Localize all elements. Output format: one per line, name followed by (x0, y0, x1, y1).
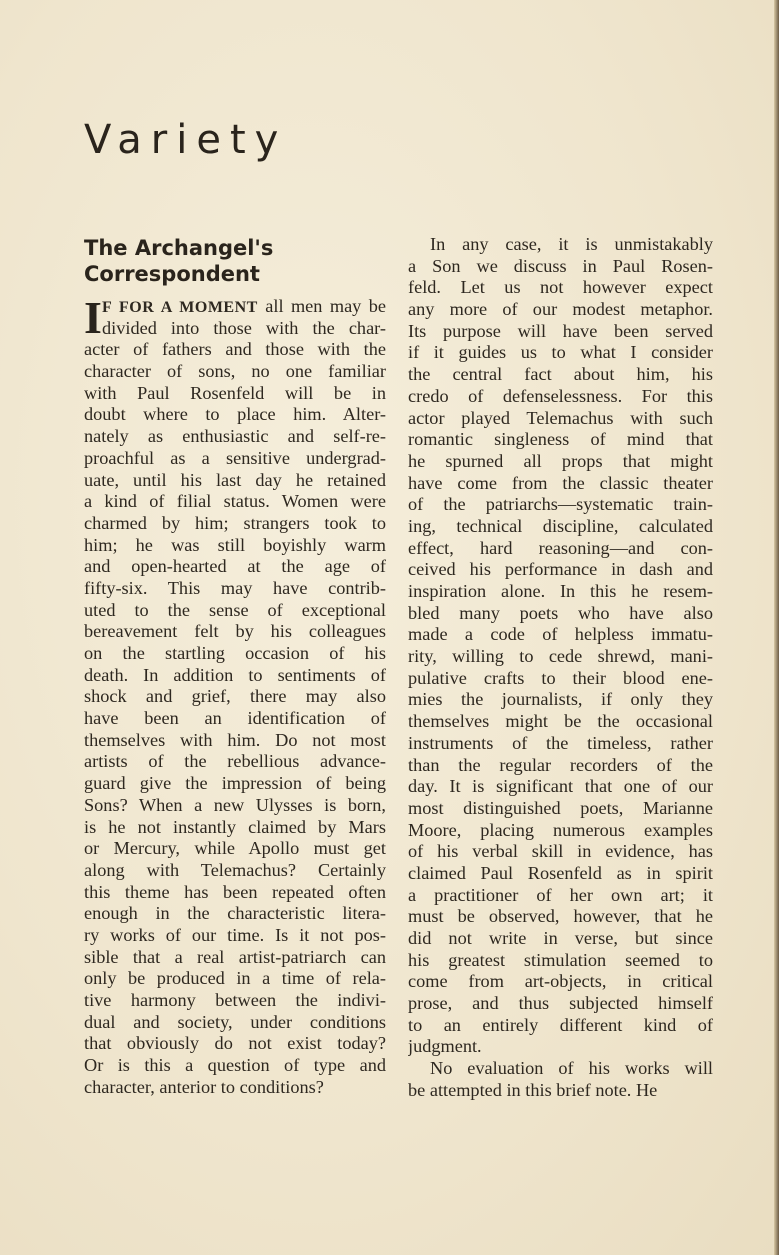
text-line: did not write in verse, but since (408, 928, 713, 948)
text-line: Moore, placing numerous examples (408, 819, 713, 840)
text-line: is he not instantly claimed by Mars (84, 816, 386, 837)
text-line: only be produced in a time of rela- (84, 968, 386, 989)
text-line: the central fact about him, his (408, 364, 713, 385)
text-line: acter of fathers and those with the (84, 339, 386, 360)
text-line: claimed Paul Rosenfeld as in spirit (408, 862, 713, 883)
text-line: along with Telemachus? Certainly (84, 859, 386, 880)
text-line: bled many poets who have also (408, 602, 713, 623)
text-line: than the regular recorders of the (408, 754, 713, 775)
text-line: any more of our modest metaphor. (408, 299, 713, 320)
text-line: character, anterior to conditions? (84, 1076, 324, 1097)
text-line: must be observed, however, that he (408, 906, 713, 927)
article-title (84, 235, 384, 287)
text-line: enough in the characteristic litera- (84, 903, 386, 924)
text-line: a kind of filial status. Women were (84, 491, 386, 512)
right-column (408, 234, 713, 1102)
text-line: themselves with him. Do not most (84, 729, 386, 750)
text-line: have come from the classic theater (408, 472, 713, 493)
text-line: divided into those with the char- (102, 317, 386, 338)
left-column (84, 292, 386, 1098)
text-line: ceived his performance in dash and (408, 559, 713, 580)
opening-line-rest: all men may be (257, 296, 386, 316)
text-line: most distinguished poets, Marianne (408, 797, 713, 818)
text-line: ry works of our time. Is it not pos- (84, 924, 386, 945)
text-line: his greatest stimulation seemed to (408, 949, 713, 970)
article-title-line: Correspondent (84, 262, 260, 286)
text-line: him; he was still boyishly warm (84, 534, 386, 555)
text-line: rity, willing to cede shrewd, mani- (408, 646, 713, 667)
text-line: be attempted in this brief note. He (408, 1079, 658, 1100)
text-line: judgment. (408, 1036, 482, 1057)
text-line: feld. Let us not however expect (408, 277, 713, 298)
text-line: inspiration alone. In this he resem- (408, 581, 713, 601)
text-line: instruments of the timeless, rather (408, 732, 713, 753)
text-line: have been an identification of (84, 708, 386, 729)
text-line: mies the journalists, if only they (408, 689, 713, 710)
text-line: this theme has been repeated often (84, 881, 386, 902)
text-line: charmed by him; strangers took to (84, 512, 386, 533)
text-line: that obviously do not exist today? (84, 1033, 386, 1054)
text-line: doubt where to place him. Alter- (84, 404, 386, 425)
text-line: bereavement felt by his colleagues (84, 621, 386, 642)
text-line: if it guides us to what I consider (408, 342, 713, 363)
text-line: or Mercury, while Apollo must get (84, 838, 386, 859)
text-line: In any case, it is unmistakably (430, 234, 713, 254)
section-heading: Variety (84, 117, 288, 163)
text-line (84, 296, 386, 318)
text-line: with Paul Rosenfeld will be in (84, 382, 386, 403)
text-line: artists of the rebellious advance- (84, 751, 386, 772)
text-line: uate, until his last day he retained (84, 469, 386, 490)
text-line: credo of defenselessness. For this (408, 385, 713, 406)
text-line: he spurned all props that might (408, 450, 713, 471)
text-line: uted to the sense of exceptional (84, 599, 386, 620)
text-line: guard give the impression of being (84, 773, 386, 794)
text-line: made a code of helpless immatu- (408, 624, 713, 645)
text-line: of the patriarchs—systematic train- (408, 494, 713, 515)
text-line: dual and society, under conditions (84, 1011, 386, 1032)
text-line: character of sons, no one familiar (84, 361, 386, 382)
text-line: No evaluation of his works will (430, 1058, 713, 1079)
text-line: fifty-six. This may have contrib- (84, 577, 386, 598)
opening-smallcaps: F FOR A MOMENT (102, 299, 258, 316)
text-line: nately as enthusiastic and self-re- (84, 426, 386, 447)
article-title-line: The Archangel's (84, 236, 274, 260)
text-line: ing, technical discipline, calculated (408, 515, 713, 536)
text-line: romantic singleness of mind that (408, 429, 713, 450)
drop-cap: I (84, 292, 102, 343)
text-line: of his verbal skill in evidence, has (408, 841, 713, 862)
text-line: on the startling occasion of his (84, 643, 386, 663)
text-line: effect, hard reasoning—and con- (408, 537, 713, 558)
text-line: Or is this a question of type and (84, 1055, 386, 1076)
text-line: Sons? When a new Ulysses is born, (84, 794, 386, 815)
text-line: proachful as a sensitive undergrad- (84, 447, 386, 468)
page-edge-shadow (774, 0, 779, 1255)
text-line: and open-hearted at the age of (84, 556, 386, 577)
text-line: come from art-objects, in critical (408, 971, 713, 992)
text-line: day. It is significant that one of our (408, 776, 713, 797)
text-line: prose, and thus subjected himself (408, 993, 713, 1014)
text-line: shock and grief, there may also (84, 686, 386, 707)
text-line: sible that a real artist-patriarch can (84, 946, 386, 967)
text-line: a Son we discuss in Paul Rosen- (408, 255, 713, 276)
text-line: actor played Telemachus with such (408, 407, 713, 428)
text-line: death. In addition to sentiments of (84, 664, 386, 685)
text-line: themselves might be the occasional (408, 711, 713, 732)
text-line: tive harmony between the indivi- (84, 990, 386, 1010)
text-line: Its purpose will have been served (408, 320, 713, 341)
text-line: to an entirely different kind of (408, 1014, 713, 1035)
text-line: a practitioner of her own art; it (408, 884, 713, 905)
text-line: pulative crafts to their blood ene- (408, 667, 713, 688)
